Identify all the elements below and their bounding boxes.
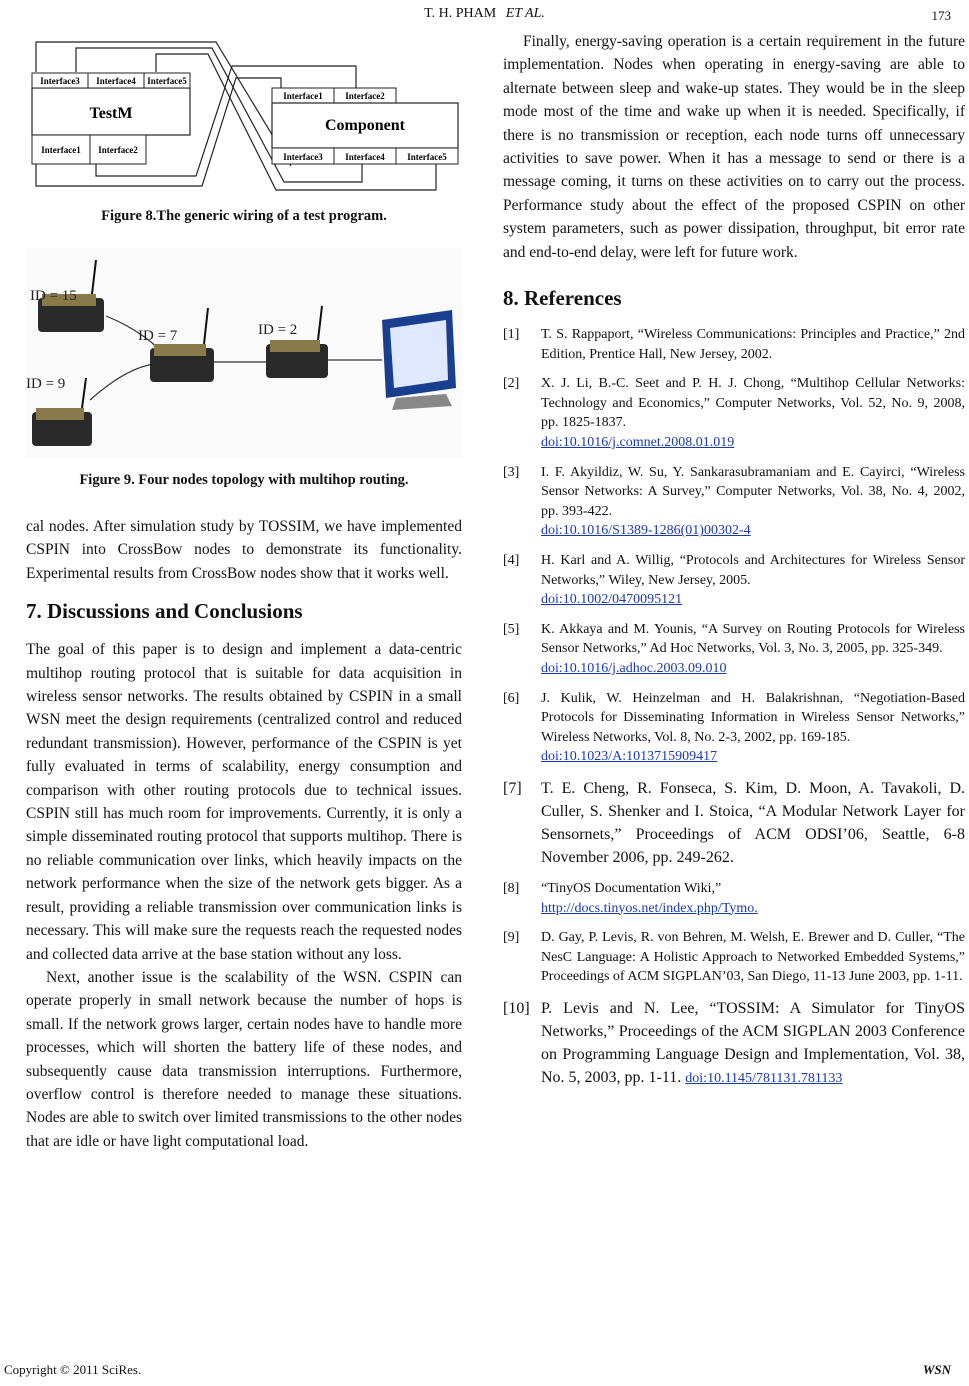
footer-journal: WSN (922, 1362, 951, 1377)
reference-item (503, 325, 965, 364)
left-body-text (26, 515, 462, 1153)
component-bottom-interface: Interface4 (345, 152, 385, 162)
reference-item (503, 997, 965, 1090)
reference-doi-link[interactable]: doi:10.1016/S1389-1286(01)00302-4 (541, 523, 751, 539)
reference-item (503, 689, 965, 767)
reference-text: “TinyOS Documentation Wiki,” (541, 880, 722, 896)
component-top-interface: Interface1 (283, 91, 323, 101)
page-number: 173 (931, 8, 951, 23)
testm-title: TestM (89, 105, 133, 122)
reference-text: I. F. Akyildiz, W. Su, Y. Sankarasubramaniam and E. Cayirci, “Wireless Sensor Networks: A Survey,” Computer Networks, Vol. 38, No. 4, 2002, pp. 393-422. (541, 464, 965, 519)
testm-top-interface: Interface5 (147, 76, 187, 86)
reference-number: [6] (503, 690, 520, 706)
header-etal: ET AL. (505, 6, 545, 21)
reference-doi-link[interactable]: doi:10.1016/j.comnet.2008.01.019 (541, 435, 735, 451)
reference-text: D. Gay, P. Levis, R. von Behren, M. Welsh, E. Brewer and D. Culler, “The NesC Language: A Holistic Approach to Networked Embedded Systems,” Proceedings of ACM SIGPLAN’03, San Diego, 11-13 June 2003, pp. 1-11. (541, 930, 965, 985)
reference-item (503, 777, 965, 869)
component-top-interface: Interface2 (345, 91, 385, 101)
reference-text: X. J. Li, B.-C. Seet and P. H. J. Chong, “Multihop Cellular Networks: Technology and Economics,” Computer Networks, Vol. 52, No. 9, 2008, pp. 1825-1837. (541, 376, 965, 431)
testm-bottom-interface: Interface1 (41, 145, 81, 155)
component-bottom-interface: Interface3 (283, 152, 323, 162)
reference-url-link[interactable]: http://docs.tinyos.net/index.php/Tymo. (541, 900, 758, 916)
intro-paragraph: cal nodes. After simulation study by TOSSIM, we have implemented CSPIN into CrossBow nodes to demonstrate its functionality. Experimental results from CrossBow nodes show that it works well. (26, 518, 462, 582)
topology-photo (26, 248, 462, 458)
testm-bottom-interface: Interface2 (98, 145, 138, 155)
node-label-2: ID = 2 (258, 322, 298, 338)
reference-number: [9] (503, 930, 520, 946)
header-author: T. H. PHAM (424, 6, 497, 21)
reference-text: P. Levis and N. Lee, “TOSSIM: A Simulator for TinyOS Networks,” Proceedings of the ACM SIGPLAN 2003 Conference on Programming Language Design and Implementation, Vol. 38, No. 5, 2003, pp. 1-11. (541, 999, 965, 1086)
reference-number: [10] (503, 999, 530, 1017)
reference-doi-link[interactable]: doi:10.1016/j.adhoc.2003.09.010 (541, 660, 727, 676)
reference-number: [2] (503, 376, 520, 392)
running-title (0, 6, 969, 22)
reference-item (503, 551, 965, 610)
discussion-paragraph-2: Next, another issue is the scalability of the WSN. CSPIN can operate properly in small network because the number of hops is small. If the network grows larger, certain nodes have to handle more processes, which will shorten the battery life of these nodes, and subsequently cause data transmission interruptions. Furthermore, overflow control is therefore needed to manage these situations. Nodes are able to switch over limited transmissions to the other nodes that are idle or have light computational load. (26, 968, 462, 1150)
reference-doi-link[interactable]: doi:10.1145/781131.781133 (685, 1070, 843, 1086)
node-label-9: ID = 9 (26, 376, 66, 392)
reference-item (503, 374, 965, 452)
reference-item (503, 620, 965, 679)
node-label-7: ID = 7 (138, 328, 178, 344)
wiring-diagram (26, 40, 462, 200)
reference-number: [3] (503, 464, 520, 480)
reference-text: K. Akkaya and M. Younis, “A Survey on Routing Protocols for Wireless Sensor Networks,” Ad Hoc Networks, Vol. 3, No. 3, 2005, pp. 325-349. (541, 621, 965, 657)
reference-number: [7] (503, 779, 522, 797)
reference-item (503, 928, 965, 987)
reference-number: [1] (503, 327, 520, 343)
reference-item (503, 463, 965, 541)
reference-number: [8] (503, 880, 520, 896)
reference-doi-link[interactable]: doi:10.1002/0470095121 (541, 592, 683, 608)
testm-top-interface: Interface4 (96, 76, 136, 86)
component-title: Component (324, 117, 406, 134)
reference-number: [5] (503, 621, 520, 637)
testm-block (32, 73, 190, 164)
discussion-paragraph-1: The goal of this paper is to design and implement a data-centric multihop routing protocol that is suitable for data acquisition in wireless sensor networks. The results obtained by CSPIN in a small WSN meet the design requirements (centralized control and reduced redundant transmission). However, performance of the CSPIN is yet fully evaluated in terms of scalability, energy consumption and comparison with other routing protocols due to technical issues. CSPIN still has much room for improvements. Currently, it is only a simple disseminated routing protocol that supports multihop. There is no reliable communication over links, which heavily impacts on the network performance when the size of the network gets bigger. As a result, providing a reliable transmission over communication links is necessary. This will make sure the requests reach the requested nodes and collected data arrive at the base station without any loss. (26, 641, 462, 963)
testm-top-interface: Interface3 (40, 76, 80, 86)
figure-8-caption: Figure 8.The generic wiring of a test program. (101, 208, 387, 224)
node-label-15: ID = 15 (30, 288, 77, 304)
figure-9-caption: Figure 9. Four nodes topology with multihop routing. (79, 472, 409, 488)
references-heading: 8. References (503, 286, 622, 311)
component-block (272, 88, 458, 164)
reference-text: H. Karl and A. Willig, “Protocols and Architectures for Wireless Sensor Networks,” Wiley, New Jersey, 2005. (541, 553, 965, 588)
component-bottom-interface: Interface5 (407, 152, 447, 162)
footer-copyright: Copyright © 2011 SciRes. (4, 1362, 142, 1377)
reference-doi-link[interactable]: doi:10.1023/A:1013715909417 (541, 749, 718, 765)
reference-item (503, 879, 965, 918)
energy-saving-paragraph: Finally, energy-saving operation is a certain requirement in the future implementation. Nodes when operating in energy-saving are able to alternate between sleep and wake-up states. They would be in the sleep mode most of the time and wake up when it is needed. Specifically, if there is no transmission or reception, each node turns off unnecessary activities to save power. When it has a message to send or there is a message coming, it turns on these activities on to carry out the process. Performance study about the effect of the proposed CSPIN on other system parameters, such as power dissipation, throughput, bit error rate and end-to-end delay, were left for future work. (503, 33, 965, 261)
reference-text: T. E. Cheng, R. Fonseca, S. Kim, D. Moon, A. Tavakoli, D. Culler, S. Shenker and I. Stoica, “A Modular Network Layer for Sensornets,” Proceedings of ACM ODSI’06, Seattle, 6-8 November 2006, pp. 249-262. (541, 779, 965, 866)
figure-8 (26, 40, 462, 200)
reference-list (503, 325, 965, 1090)
right-column (503, 30, 965, 1100)
figure-9 (26, 248, 462, 458)
reference-text: J. Kulik, W. Heinzelman and H. Balakrishnan, “Negotiation-Based Protocols for Disseminating Information in Wireless Sensor Networks,” Wireless Networks, Vol. 8, No. 2-3, 2002, pp. 169-185. (541, 690, 965, 745)
reference-text: T. S. Rappaport, “Wireless Communications: Principles and Practice,” 2nd Edition, Prentice Hall, New Jersey, 2002. (541, 327, 965, 362)
reference-number: [4] (503, 553, 520, 568)
section-7-heading: 7. Discussions and Conclusions (26, 599, 303, 624)
